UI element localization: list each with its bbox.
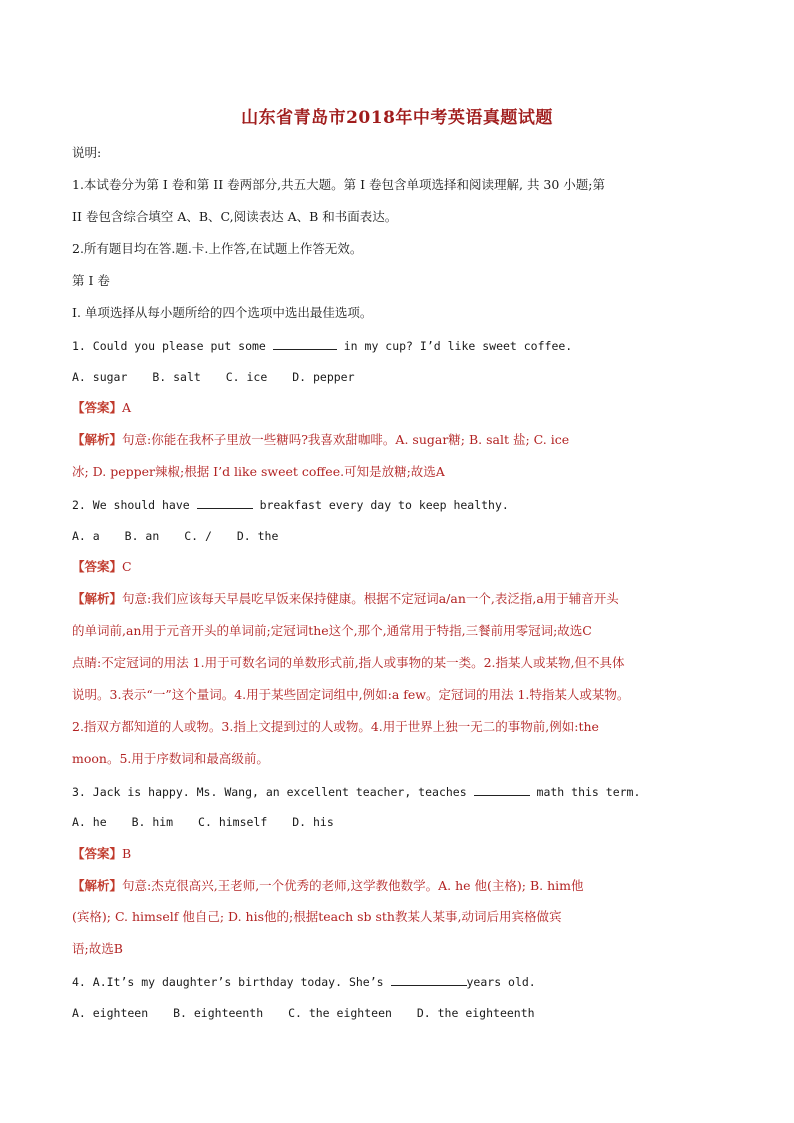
section-instruction: I. 单项选择从每小题所给的四个选项中选出最佳选项。 <box>72 305 373 320</box>
question-2-analysis-line-4: 说明。3.表示“一”这个量词。4.用于某些固定词组中,例如:a few。定冠词的用法 1.特指某人或某物。 <box>72 687 630 702</box>
question-3-stem-start: 3. Jack is happy. Ms. Wang, an excellent teacher, teaches <box>72 785 467 799</box>
question-1-option-d: D. pepper <box>292 370 355 384</box>
question-1-options <box>72 367 722 387</box>
answer-tag: 【答案】 <box>72 846 123 861</box>
answer-tag: 【答案】 <box>72 559 123 574</box>
question-3-stem <box>72 781 722 802</box>
question-4-stem-start: 4. A.It’s my daughter’s birthday today. She’s <box>72 975 384 989</box>
question-1-stem <box>72 335 722 356</box>
question-4-blank <box>391 971 467 986</box>
question-4-option-c: C. the eighteen <box>288 1006 392 1020</box>
question-2-stem <box>72 494 722 515</box>
question-3-option-b: B. him <box>131 815 174 829</box>
question-2-option-a: A. a <box>72 529 100 543</box>
question-4-stem <box>72 971 722 992</box>
question-1-stem-start: 1. Could you please put some <box>72 339 266 353</box>
question-3-answer-value: B <box>122 846 132 861</box>
question-1-analysis-line-1 <box>72 430 722 450</box>
analysis-tag: 【解析】 <box>72 591 123 606</box>
question-2-answer-value: C <box>122 559 132 574</box>
question-2-analysis-line-5: 2.指双方都知道的人或物。3.指上文提到过的人或物。4.用于世界上独一无二的事物前,例如:the <box>72 719 599 734</box>
question-1-option-a: A. sugar <box>72 370 128 384</box>
question-1-option-c: C. ice <box>225 370 268 384</box>
question-2-analysis-line-1 <box>72 589 722 609</box>
document-title: 山东省青岛市2018年中考英语真题试题 <box>241 108 553 128</box>
question-2-stem-end: breakfast every day to keep healthy. <box>259 498 509 512</box>
question-3-analysis-line-3: 语;故选B <box>72 941 123 956</box>
question-2-analysis-line-3: 点睛:不定冠词的用法 1.用于可数名词的单数形式前,指人或事物的某一类。2.指某人或某物,但不具体 <box>72 655 625 670</box>
question-2-option-b: B. an <box>124 529 160 543</box>
question-3-analysis-line-2: (宾格); C. himself 他自己; D. his他的;根据teach sb sth教某人某事,动词后用宾格做宾 <box>72 909 562 924</box>
question-4-stem-end: years old. <box>466 975 536 989</box>
question-3-stem-end: math this term. <box>536 785 641 799</box>
question-1-stem-end: in my cup? I’d like sweet coffee. <box>343 339 573 353</box>
question-4-option-b: B. eighteenth <box>173 1006 264 1020</box>
analysis-tag: 【解析】 <box>72 878 123 893</box>
question-3-answer <box>72 844 722 864</box>
question-1-blank <box>273 335 337 350</box>
intro-paragraph-1a: 1.本试卷分为第 I 卷和第 II 卷两部分,共五大题。第 I 卷包含单项选择和阅读理解, 共 30 小题;第 <box>72 177 606 192</box>
question-1-answer <box>72 398 722 418</box>
question-3-option-a: A. he <box>72 815 107 829</box>
section-heading: 第 I 卷 <box>72 273 110 288</box>
question-4-options <box>72 1003 722 1023</box>
question-2-options <box>72 526 722 546</box>
question-3-options <box>72 812 722 832</box>
question-4-option-d: D. the eighteenth <box>416 1006 535 1020</box>
question-2-analysis-line-2: 的单词前,an用于元音开头的单词前;定冠词the这个,那个,通常用于特指,三餐前用零冠词;故选C <box>72 623 592 638</box>
question-3-option-d: D. his <box>292 815 334 829</box>
question-2-analysis-text-1: 句意:我们应该每天早晨吃早饭来保持健康。根据不定冠词a/an一个,表泛指,a用于辅音开头 <box>122 591 619 606</box>
question-3-analysis-text-1: 句意:杰克很高兴,王老师,一个优秀的老师,这学教他数学。A. he 他(主格); B. him他 <box>122 878 584 893</box>
question-3-option-c: C. himself <box>198 815 268 829</box>
question-2-blank <box>197 494 253 509</box>
question-2-option-d: D. the <box>236 529 279 543</box>
question-2-option-c: C. / <box>184 529 212 543</box>
question-1-option-b: B. salt <box>152 370 201 384</box>
question-3-analysis-line-1 <box>72 876 722 896</box>
question-4-option-a: A. eighteen <box>72 1006 149 1020</box>
intro-paragraph-2: 2.所有题目均在答.题.卡.上作答,在试题上作答无效。 <box>72 241 363 256</box>
question-1-answer-value: A <box>122 400 132 415</box>
answer-tag: 【答案】 <box>72 400 123 415</box>
question-2-analysis-line-6: moon。5.用于序数词和最高级前。 <box>72 751 269 766</box>
question-1-analysis-line-2: 冰; D. pepper辣椒;根据 I’d like sweet coffee.可知是放糖;故选A <box>72 464 445 479</box>
question-2-stem-start: 2. We should have <box>72 498 190 512</box>
question-2-answer <box>72 557 722 577</box>
intro-paragraph-1b: II 卷包含综合填空 A、B、C,阅读表达 A、B 和书面表达。 <box>72 209 398 224</box>
analysis-tag: 【解析】 <box>72 432 123 447</box>
question-3-blank <box>474 781 530 796</box>
question-1-analysis-text-1: 句意:你能在我杯子里放一些糖吗?我喜欢甜咖啡。A. sugar糖; B. salt 盐; C. ice <box>122 432 570 447</box>
intro-heading: 说明: <box>72 145 102 160</box>
